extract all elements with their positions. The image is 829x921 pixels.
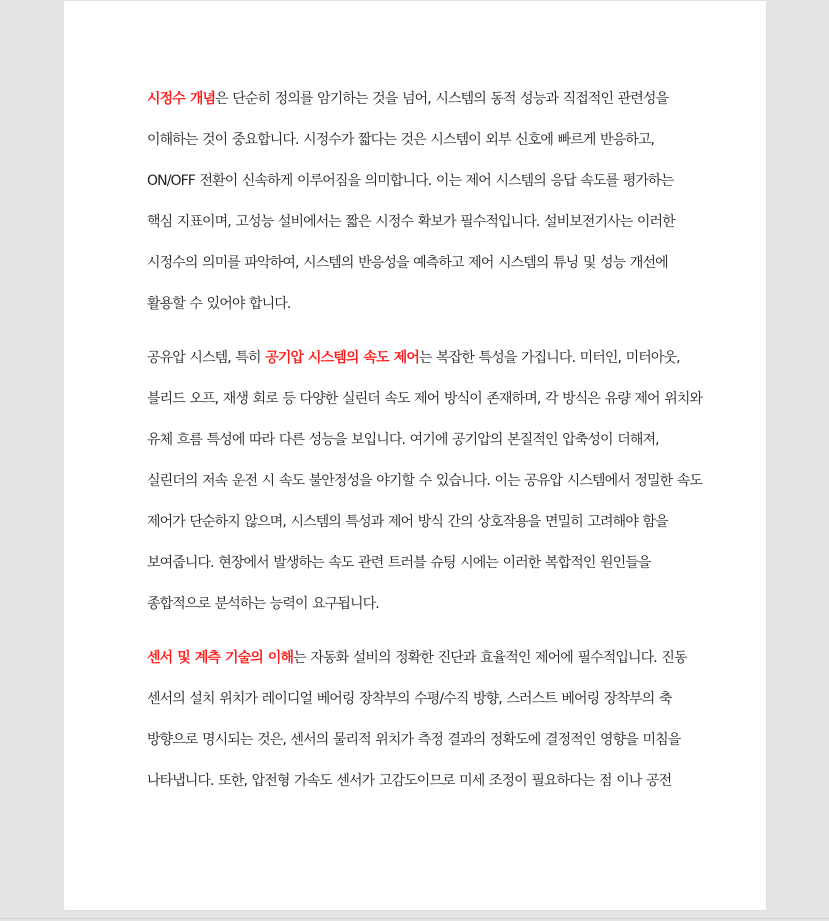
text-line: 나타냅니다. 또한, 압전형 가속도 센서가 고감도이므로 미세 조정이 필요하다는 점 이나 공전 (147, 773, 672, 789)
text-line: ON/OFF 전환이 신속하게 이루어짐을 의미합니다. 이는 제어 시스템의 응답 속도를 평가하는 (147, 173, 674, 189)
paragraph-time-constant (147, 85, 707, 331)
paragraph-sensors-measurement (147, 644, 707, 808)
paragraph-pneumatic-speed-control (147, 344, 707, 631)
text-line: 활용할 수 있어야 합니다. (147, 296, 291, 312)
text-line: 공유압 시스템, 특히 공기압 시스템의 속도 제어는 복잡한 특성을 가집니다. 미터인, 미터아웃, (147, 350, 680, 366)
text-line: 제어가 단순하지 않으며, 시스템의 특성과 제어 방식 간의 상호작용을 면밀히 고려해야 함을 (147, 514, 668, 530)
highlight-phrase: 센서 및 계측 기술의 이해 (147, 650, 294, 666)
document-page (64, 1, 766, 910)
highlight-phrase: 시정수 개념 (147, 91, 216, 107)
text-line: 센서의 설치 위치가 레이디얼 베어링 장착부의 수평/수직 방향, 스러스트 베어링 장착부의 축 (147, 691, 672, 707)
text-line: 시정수 개념은 단순히 정의를 암기하는 것을 넘어, 시스템의 동적 성능과 직접적인 관련성을 (147, 91, 669, 107)
text-line: 블리드 오프, 재생 회로 등 다양한 실린더 속도 제어 방식이 존재하며, 각 방식은 유량 제어 위치와 (147, 391, 703, 407)
text-line: 시정수의 의미를 파악하여, 시스템의 반응성을 예측하고 제어 시스템의 튜닝 및 성능 개선에 (147, 255, 668, 271)
text-line: 방향으로 명시되는 것은, 센서의 물리적 위치가 측정 결과의 정확도에 결정적인 영향을 미침을 (147, 732, 681, 748)
text-line: 핵심 지표이며, 고성능 설비에서는 짧은 시정수 확보가 필수적입니다. 설비보전기사는 이러한 (147, 214, 675, 230)
text-line: 유체 흐름 특성에 따라 다른 성능을 보입니다. 여기에 공기압의 본질적인 압축성이 더해져, (147, 432, 659, 448)
text-line: 센서 및 계측 기술의 이해는 자동화 설비의 정확한 진단과 효율적인 제어에 필수적입니다. 진동 (147, 650, 687, 666)
text-line: 이해하는 것이 중요합니다. 시정수가 짧다는 것은 시스템이 외부 신호에 빠르게 반응하고, (147, 132, 655, 148)
text-line: 보여줍니다. 현장에서 발생하는 속도 관련 트러블 슈팅 시에는 이러한 복합적인 원인들을 (147, 555, 651, 571)
document-body (147, 85, 707, 808)
text-line: 실린더의 저속 운전 시 속도 불안정성을 야기할 수 있습니다. 이는 공유압 시스템에서 정밀한 속도 (147, 473, 703, 489)
text-line: 종합적으로 분석하는 능력이 요구됩니다. (147, 596, 379, 612)
highlight-phrase: 공기압 시스템의 속도 제어 (265, 350, 419, 366)
viewer-bottom-divider (0, 918, 829, 919)
